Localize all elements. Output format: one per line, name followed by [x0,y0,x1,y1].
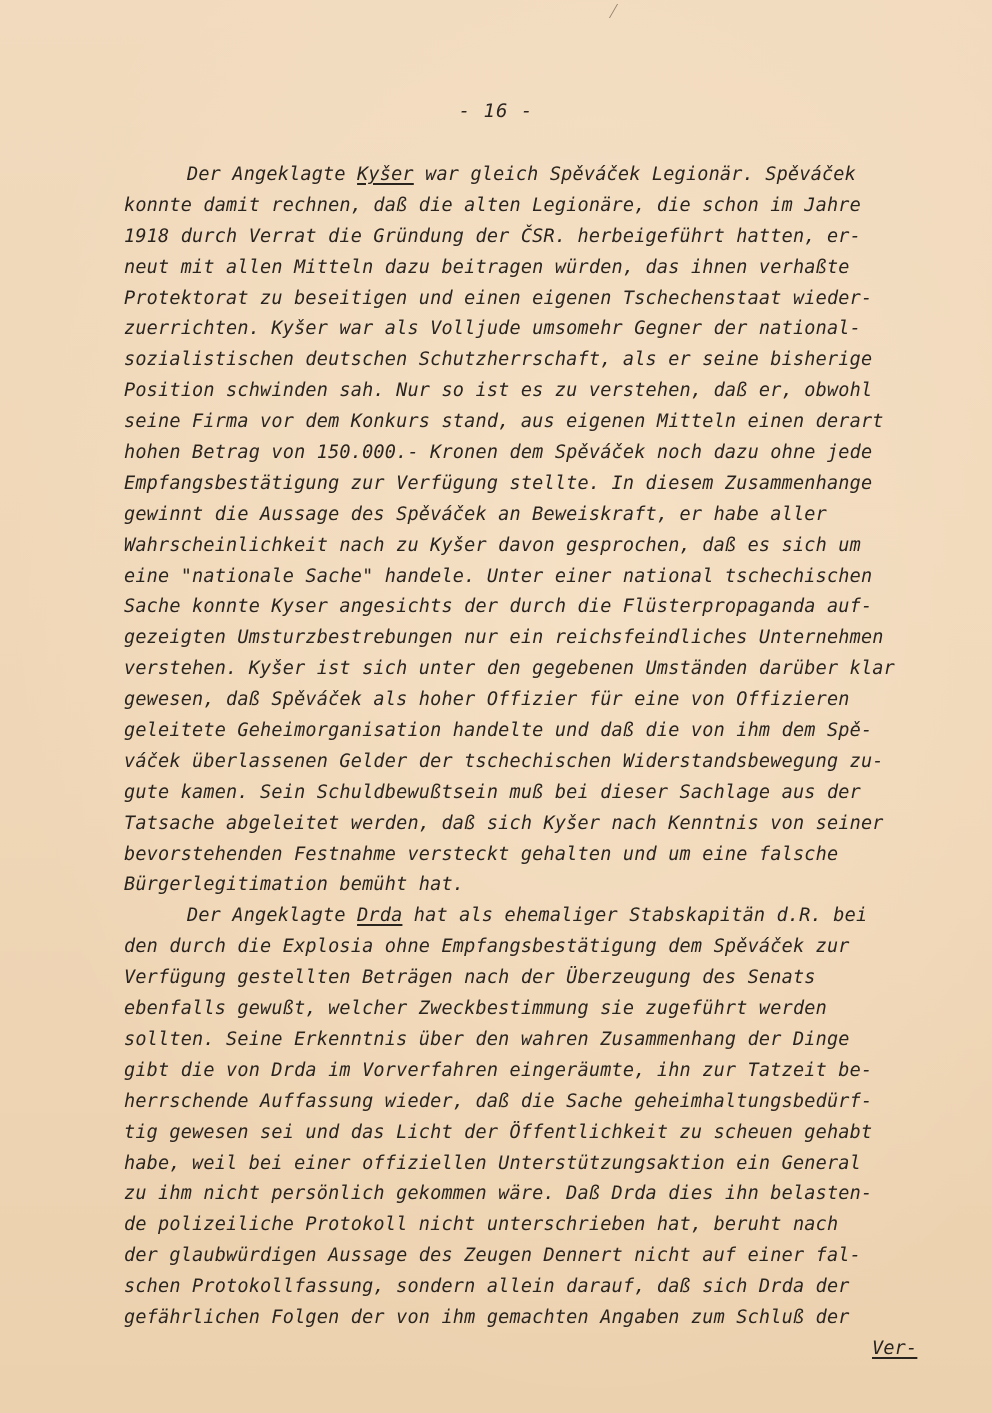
page-number: - 16 - [458,100,534,122]
text-segment: geleitete Geheimorganisation handelte und daß die von ihm dem Spě- [124,720,873,742]
text-line [0,1179,992,1210]
text-segment: sollten. Seine Erkenntnis über den wahren Zusammenhang der Dinge [124,1028,850,1050]
text-line [0,1149,992,1180]
text-segment: gezeigten Umsturzbestrebungen nur ein reichsfeindliches Unternehmen [124,627,884,649]
text-line [0,1334,992,1365]
text-line [0,778,992,809]
text-line [0,901,992,932]
text-line [0,840,992,871]
text-line [0,716,992,747]
text-segment: Bürgerlegitimation bemüht hat. [124,874,465,896]
text-segment: seine Firma vor dem Konkurs stand, aus eigenen Mitteln einen derart [124,411,884,433]
text-line [0,376,992,407]
text-segment: Tatsache abgeleitet werden, daß sich Kyšer nach Kenntnis von seiner [124,812,884,834]
text-segment: Wahrscheinlichkeit nach zu Kyšer davon gesprochen, daß es sich um [124,534,861,556]
text-segment: herrschende Auffassung wieder, daß die Sache geheimhaltungsbedürf- [124,1090,873,1112]
text-line [0,654,992,685]
text-line [0,531,992,562]
text-segment: 1918 durch Verrat die Gründung der ČSR. herbeigeführt hatten, er- [124,225,861,247]
text-line [0,1056,992,1087]
text-line [0,685,992,716]
text-line [0,345,992,376]
text-line [0,870,992,901]
text-segment: bevorstehenden Festnahme versteckt gehalten und um eine falsche [124,843,839,865]
text-line [0,1087,992,1118]
text-line [0,623,992,654]
text-segment: war gleich Spěváček Legionär. Spěváček [413,164,856,185]
text-segment: gewesen, daß Spěváček als hoher Offizier für eine von Offizieren [124,689,850,711]
text-line [0,469,992,500]
text-line [0,562,992,593]
typed-text-body [0,160,992,1365]
text-line [0,284,992,315]
text-line [0,160,992,191]
text-line [0,1241,992,1272]
text-line [0,438,992,469]
text-line [0,747,992,778]
text-line [0,500,992,531]
text-segment: hat als ehemaliger Stabskapitän d.R. bei [402,905,868,927]
text-line [0,932,992,963]
text-line [0,407,992,438]
text-segment: konnte damit rechnen, daß die alten Legionäre, die schon im Jahre [124,194,861,216]
text-segment: den durch die Explosia ohne Empfangsbestätigung dem Spěváček zur [124,936,850,958]
text-segment: váček überlassenen Gelder der tschechischen Widerstandsbewegung zu- [124,750,884,772]
text-segment: neut mit allen Mitteln dazu beitragen würden, das ihnen verhaßte [124,256,850,278]
underlined-name: Kyšer [357,164,414,185]
text-segment: gewinnt die Aussage des Spěváček an Beweiskraft, er habe aller [124,503,827,525]
text-segment: sozialistischen deutschen Schutzherrschaft, als er seine bisherige [124,349,873,371]
text-segment: tig gewesen sei und das Licht der Öffentlichkeit zu scheuen gehabt [124,1121,873,1143]
text-line [0,592,992,623]
text-segment: de polizeiliche Protokoll nicht unterschrieben hat, beruht nach [124,1214,839,1236]
text-line [0,963,992,994]
text-segment: Position schwinden sah. Nur so ist es zu verstehen, daß er, obwohl [124,380,873,402]
text-segment: ebenfalls gewußt, welcher Zweckbestimmung sie zugeführt werden [124,998,827,1020]
text-line [0,1303,992,1334]
text-segment: zu ihm nicht persönlich gekommen wäre. Daß Drda dies ihn belasten- [124,1183,873,1205]
text-line [0,1118,992,1149]
text-segment: gute kamen. Sein Schuldbewußtsein muß bei dieser Sachlage aus der [124,781,861,803]
text-line [0,222,992,253]
text-line [0,253,992,284]
text-segment: Sache konnte Kyser angesichts der durch die Flüsterpropaganda auf- [124,596,873,618]
text-segment: der glaubwürdigen Aussage des Zeugen Dennert nicht auf einer fal- [124,1245,861,1267]
text-line [0,994,992,1025]
text-segment: Der Angeklagte [187,905,358,927]
underlined-name: Ver- [872,1337,918,1359]
text-segment: zuerrichten. Kyšer war als Volljude umsomehr Gegner der national- [124,318,861,340]
text-segment: Verfügung gestellten Beträgen nach der Überzeugung des Senats [124,967,816,989]
underlined-name: Drda [357,905,403,927]
text-segment: Der Angeklagte [187,164,358,185]
text-segment: Empfangsbestätigung zur Verfügung stellte. In diesem Zusammenhange [124,472,873,494]
text-segment: hohen Betrag von 150.000.- Kronen dem Spěváček noch dazu ohne jede [124,442,873,464]
text-segment: verstehen. Kyšer ist sich unter den gegebenen Umständen darüber klar [124,658,895,680]
pencil-tick-mark [609,4,626,18]
text-line [0,1272,992,1303]
text-segment: gibt die von Drda im Vorverfahren eingeräumte, ihn zur Tatzeit be- [124,1059,873,1081]
text-segment: Protektorat zu beseitigen und einen eigenen Tschechenstaat wieder- [124,287,873,309]
text-segment: schen Protokollfassung, sondern allein darauf, daß sich Drda der [124,1276,850,1298]
text-line [0,191,992,222]
text-segment: gefährlichen Folgen der von ihm gemachten Angaben zum Schluß der [124,1306,850,1328]
text-line [0,1025,992,1056]
text-line [0,314,992,345]
text-line [0,1210,992,1241]
text-line [0,809,992,840]
text-segment: eine "nationale Sache" handele. Unter einer national tschechischen [124,565,873,587]
text-segment: habe, weil bei einer offiziellen Unterstützungsaktion ein General [124,1152,861,1174]
